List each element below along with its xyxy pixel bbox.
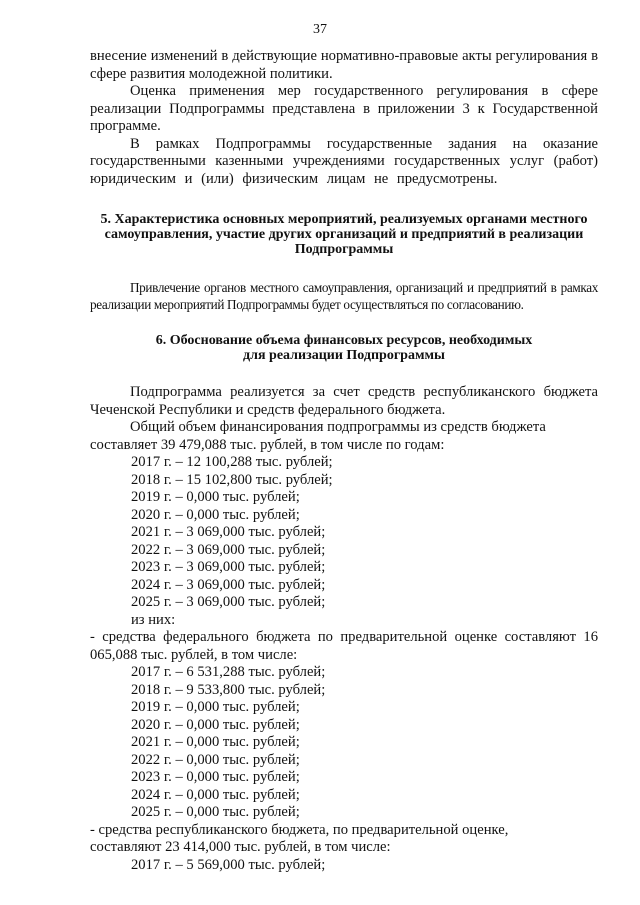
- total-intro-line-1: Общий объем финансирования подпрограммы из средств бюджета: [130, 419, 546, 435]
- republican-years-list: [90, 857, 598, 875]
- federal-year-item: 2021 г. – 0,000 тыс. рублей;: [131, 734, 300, 750]
- paragraph-assessment: Оценка применения мер государственного регулирования в сфере реализации Подпрограммы представлена в приложении 3 к Государственной программе.: [90, 83, 598, 134]
- total-year-item: 2021 г. – 3 069,000 тыс. рублей;: [131, 524, 326, 540]
- federal-year-item: 2017 г. – 6 531,288 тыс. рублей;: [131, 664, 326, 680]
- section-5-text: Привлечение органов местного самоуправления, организаций и предприятий в рамках реализации мероприятий Подпрограммы будет осуществляться по согласованию.: [90, 280, 598, 312]
- republican-year-item: 2017 г. – 5 569,000 тыс. рублей;: [131, 856, 326, 873]
- federal-year-item: 2025 г. – 0,000 тыс. рублей;: [131, 804, 300, 820]
- federal-years-list: [90, 664, 598, 822]
- federal-year-item: 2018 г. – 9 533,800 тыс. рублей;: [131, 681, 326, 698]
- page-content: [90, 48, 598, 874]
- paragraph-state-tasks: В рамках Подпрограммы государственные задания на оказание государственными казенными учреждениями государственных услуг (работ) юридическим и (или) физическим лицам не предусмотрены.: [90, 135, 598, 187]
- total-intro-line-2: составляет 39 479,088 тыс. рублей, в том числе по годам:: [90, 436, 445, 453]
- paragraph-funding-sources: Подпрограмма реализуется за счет средств республиканского бюджета Чеченской Республики и средств федерального бюджета.: [90, 384, 598, 418]
- section-5-heading: 5. Характеристика основных мероприятий, реализуемых органами местного самоуправления, участие других организаций и предприятий в реализации Подпрограммы: [100, 212, 588, 257]
- federal-year-item: 2024 г. – 0,000 тыс. рублей;: [131, 786, 300, 803]
- section-6-heading: [90, 333, 598, 363]
- page-number: 37: [313, 22, 327, 37]
- federal-year-item: 2022 г. – 0,000 тыс. рублей;: [131, 751, 300, 768]
- republican-budget-intro-line-2: составляют 23 414,000 тыс. рублей, в том числе:: [90, 839, 391, 855]
- section-6-heading-line-1: 6. Обоснование объема финансовых ресурсов, необходимых: [155, 333, 533, 348]
- total-year-item: 2025 г. – 3 069,000 тыс. рублей;: [131, 594, 326, 610]
- federal-year-item: 2020 г. – 0,000 тыс. рублей;: [131, 716, 300, 733]
- section-6-heading-line-2: для реализации Подпрограммы: [243, 348, 445, 363]
- republican-budget-intro-line-1: - средства республиканского бюджета, по предварительной оценке,: [90, 821, 509, 838]
- total-year-item: 2022 г. – 3 069,000 тыс. рублей;: [131, 541, 326, 558]
- of-which-label: из них:: [131, 611, 176, 628]
- federal-year-item: 2023 г. – 0,000 тыс. рублей;: [131, 769, 300, 785]
- total-year-item: 2023 г. – 3 069,000 тыс. рублей;: [131, 559, 326, 575]
- total-year-item: 2020 г. – 0,000 тыс. рублей;: [131, 506, 300, 523]
- total-year-item: 2017 г. – 12 100,288 тыс. рублей;: [131, 454, 333, 470]
- total-year-item: 2018 г. – 15 102,800 тыс. рублей;: [131, 471, 333, 488]
- total-year-item: 2019 г. – 0,000 тыс. рублей;: [131, 489, 300, 505]
- total-year-item: 2024 г. – 3 069,000 тыс. рублей;: [131, 576, 326, 593]
- paragraph-intro: внесение изменений в действующие нормативно-правовые акты регулирования в сфере развития молодежной политики.: [90, 48, 598, 82]
- federal-budget-intro: - средства федерального бюджета по предварительной оценке составляют 16 065,088 тыс. рублей, в том числе:: [90, 629, 598, 663]
- federal-year-item: 2019 г. – 0,000 тыс. рублей;: [131, 699, 300, 715]
- total-years-list: [90, 454, 598, 612]
